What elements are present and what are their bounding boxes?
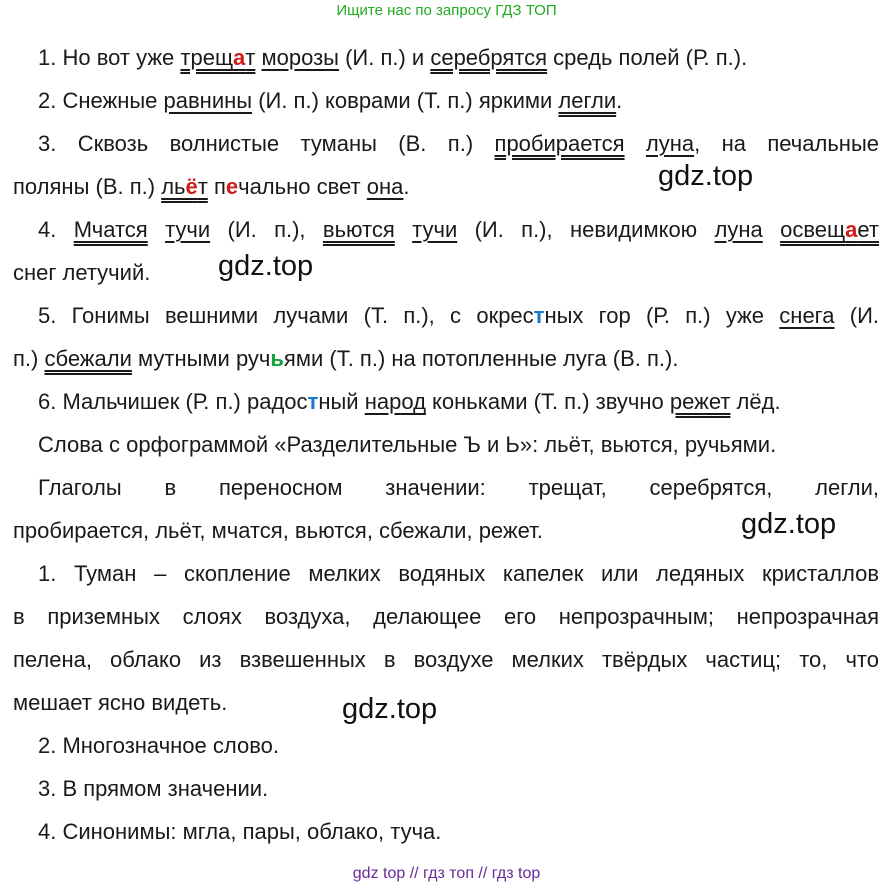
line-3: 3. Сквозь волнистые туманы (В. п.) пробирается луна, на печальные (38, 131, 879, 156)
line-17: 2. Многозначное слово. (38, 733, 279, 758)
predicate: льёт (161, 174, 208, 199)
line-6: снег летучий. (13, 260, 151, 285)
subject: тучи (412, 217, 458, 242)
line-2: 2. Снежные равнины (И. п.) коврами (Т. п.) яркими легли. (38, 88, 623, 113)
subject: народ (364, 389, 426, 414)
predicate: режет (669, 389, 731, 414)
predicate: Мчатся (73, 217, 148, 242)
subject: морозы (261, 45, 339, 70)
text: 1. Но вот уже (38, 45, 181, 70)
line-5: 4. Мчатся тучи (И. п.), вьются тучи (И. п.), невидимкою луна освещает (38, 217, 879, 242)
predicate: сбежали (44, 346, 132, 371)
subject: она (366, 174, 404, 199)
predicate: трещат (180, 45, 256, 70)
top-banner: Ищите нас по запросу ГДЗ ТОП (336, 2, 557, 19)
line-9: 6. Мальчишек (Р. п.) радостный народ коньками (Т. п.) звучно режет лёд. (38, 389, 781, 414)
line-19: 4. Синонимы: мгла, пары, облако, туча. (38, 819, 442, 844)
answer-text (13, 36, 879, 853)
predicate: серебрятся (430, 45, 548, 70)
line-14: в приземных слоях воздуха, делающее его непрозрачным; непрозрачная (13, 604, 879, 629)
line-8: п.) сбежали мутными ручьями (Т. п.) на потопленные луга (В. п.). (13, 346, 679, 371)
predicate: легли (558, 88, 617, 113)
line-7: 5. Гонимы вешними лучами (Т. п.), с окрестных гор (Р. п.) уже снега (И. (38, 303, 879, 328)
watermark: gdz.top (658, 160, 754, 192)
footer: gdz top // гдз топ // гдз top (352, 865, 541, 882)
line-16: мешает ясно видеть. (13, 690, 228, 715)
subject: тучи (165, 217, 211, 242)
watermark: gdz.top (218, 250, 314, 282)
line-10: Слова с орфограммой «Разделительные Ъ и Ь»: льёт, вьются, ручьями. (38, 432, 777, 457)
subject: луна (714, 217, 763, 242)
subject: снега (779, 303, 835, 328)
predicate: пробирается (494, 131, 625, 156)
line-4: поляны (В. п.) льёт печально свет она. (13, 174, 410, 199)
watermark: gdz.top (741, 508, 837, 540)
watermark: gdz.top (342, 693, 438, 725)
subject: равнины (163, 88, 253, 113)
line-11: Глаголы в переносном значении: трещат, серебрятся, легли, (38, 475, 879, 500)
line-13: 1. Туман – скопление мелких водяных капелек или ледяных кристаллов (38, 561, 879, 586)
line-12: пробирается, льёт, мчатся, вьются, сбежали, режет. (13, 518, 543, 543)
predicate: освещает (780, 217, 879, 242)
line-15: пелена, облако из взвешенных в воздухе мелких твёрдых частиц; то, что (13, 647, 879, 672)
subject: луна (645, 131, 695, 156)
predicate: вьются (322, 217, 395, 242)
line-18: 3. В прямом значении. (38, 776, 269, 801)
line-1: 1. Но вот уже трещат морозы (И. п.) и серебрятся средь полей (Р. п.). (38, 45, 748, 70)
